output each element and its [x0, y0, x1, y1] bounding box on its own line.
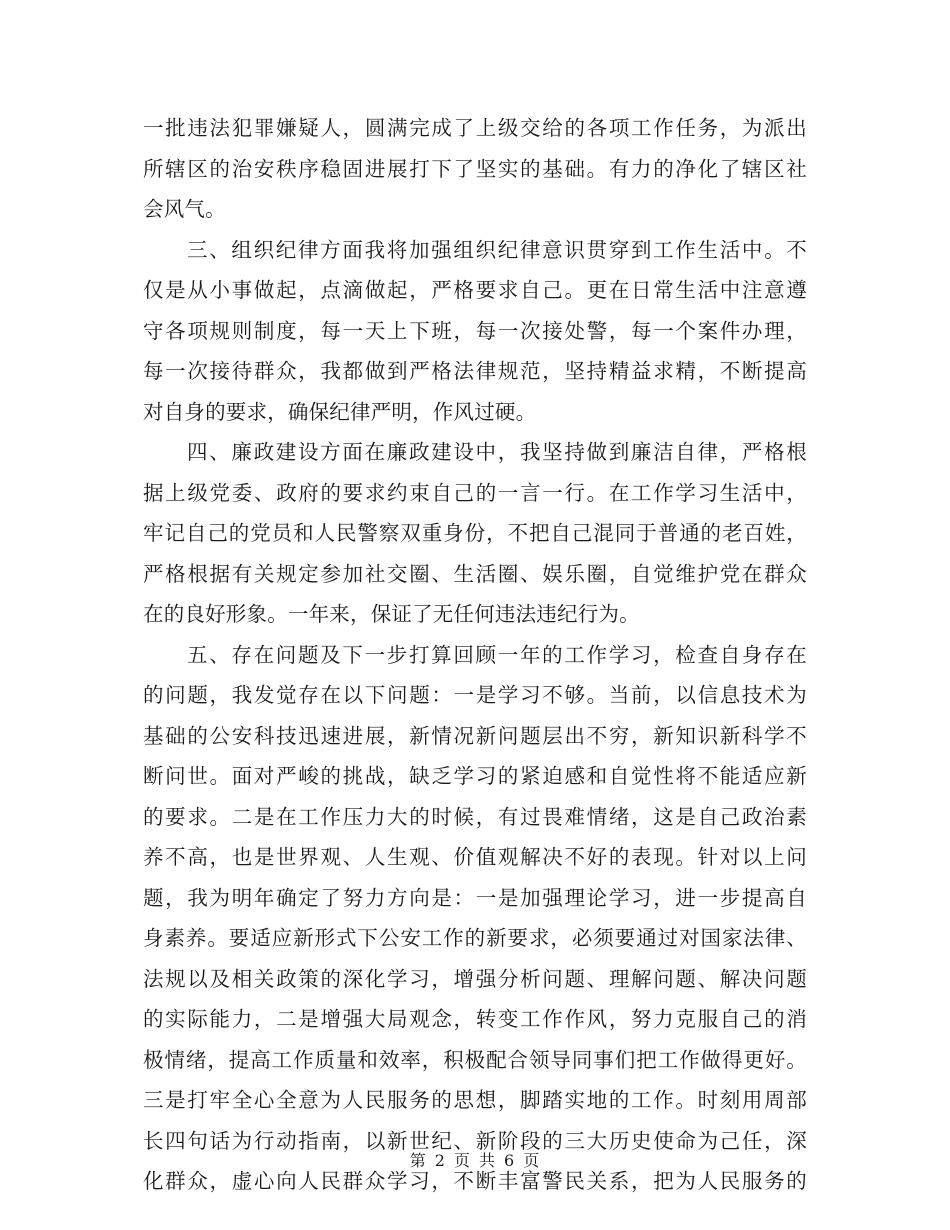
text-line: 法规以及相关政策的深化学习，增强分析问题、理解问题、解决问题	[143, 966, 807, 991]
text-line: 牢记自己的党员和人民警察双重身份，不把自己混同于普通的老百姓，	[143, 521, 807, 545]
text-line: 据上级党委、政府的要求约束自己的一言一行。在工作学习生活中，	[143, 480, 807, 505]
footer-ye: 页	[453, 1151, 471, 1170]
text-line: 每一次接待群众，我都做到严格法律规范，坚持精益求精，不断提高	[143, 359, 807, 383]
text-line: 断问世。面对严峻的挑战，缺乏学习的紧迫感和自觉性将不能适应新	[143, 764, 807, 788]
text-line: 四、廉政建设方面在廉政建设中，我坚持做到廉洁自律，严格根	[187, 440, 807, 464]
text-line: 的要求。二是在工作压力大的时候，有过畏难情绪，这是自己政治素	[143, 804, 807, 829]
text-line: 一批违法犯罪嫌疑人，圆满完成了上级交给的各项工作任务，为派出	[143, 116, 807, 140]
footer-di: 第	[409, 1151, 427, 1170]
text-line: 养不高，也是世界观、人生观、价值观解决不好的表现。针对以上问	[143, 845, 807, 869]
footer-total-pages: 6	[504, 1151, 516, 1170]
text-line: 严格根据有关规定参加社交圈、生活圈、娱乐圈，自觉维护党在群众	[143, 561, 807, 586]
text-line: 会风气。	[143, 197, 226, 221]
text-line: 题，我为明年确定了努力方向是：一是加强理论学习，进一步提高自	[143, 885, 807, 910]
text-line: 三是打牢全心全意为人民服务的思想，脚踏实地的工作。时刻用周部	[143, 1088, 807, 1112]
text-line: 守各项规则制度，每一天上下班，每一次接处警，每一个案件办理，	[143, 318, 807, 343]
text-line: 极情绪，提高工作质量和效率，积极配合领导同事们把工作做得更好。	[143, 1047, 807, 1072]
page-footer	[0, 1148, 950, 1171]
text-line: 的问题，我发觉存在以下问题：一是学习不够。当前，以信息技术为	[143, 683, 807, 707]
footer-ye2: 页	[523, 1151, 541, 1170]
text-line: 在的良好形象。一年来，保证了无任何违法违纪行为。	[143, 602, 640, 626]
text-line: 的实际能力，二是增强大局观念，转变工作作风，努力克服自己的消	[143, 1007, 807, 1031]
text-line: 基础的公安科技迅速进展，新情况新问题层出不穷，新知识新科学不	[143, 723, 807, 748]
footer-current-page: 2	[434, 1151, 446, 1170]
text-line: 长四句话为行动指南，以新世纪、新阶段的三大历史使命为己任，深	[143, 1128, 807, 1153]
text-line: 身素养。要适应新形式下公安工作的新要求，必须要通过对国家法律、	[143, 926, 807, 950]
document-body	[143, 108, 807, 1202]
text-line: 三、组织纪律方面我将加强组织纪律意识贯穿到工作生活中。不	[187, 237, 807, 262]
text-line: 对自身的要求，确保纪律严明，作风过硬。	[143, 399, 537, 424]
text-line: 仅是从小事做起，点滴做起，严格要求自己。更在日常生活中注意遵	[143, 278, 807, 302]
text-line: 化群众，虚心向人民群众学习，不断丰富警民关系，把为人民服务的	[143, 1169, 807, 1193]
text-line: 所辖区的治安秩序稳固进展打下了坚实的基础。有力的净化了辖区社	[143, 156, 807, 181]
text-line: 五、存在问题及下一步打算回顾一年的工作学习，检查自身存在	[187, 642, 807, 667]
footer-gong: 共	[479, 1151, 497, 1170]
